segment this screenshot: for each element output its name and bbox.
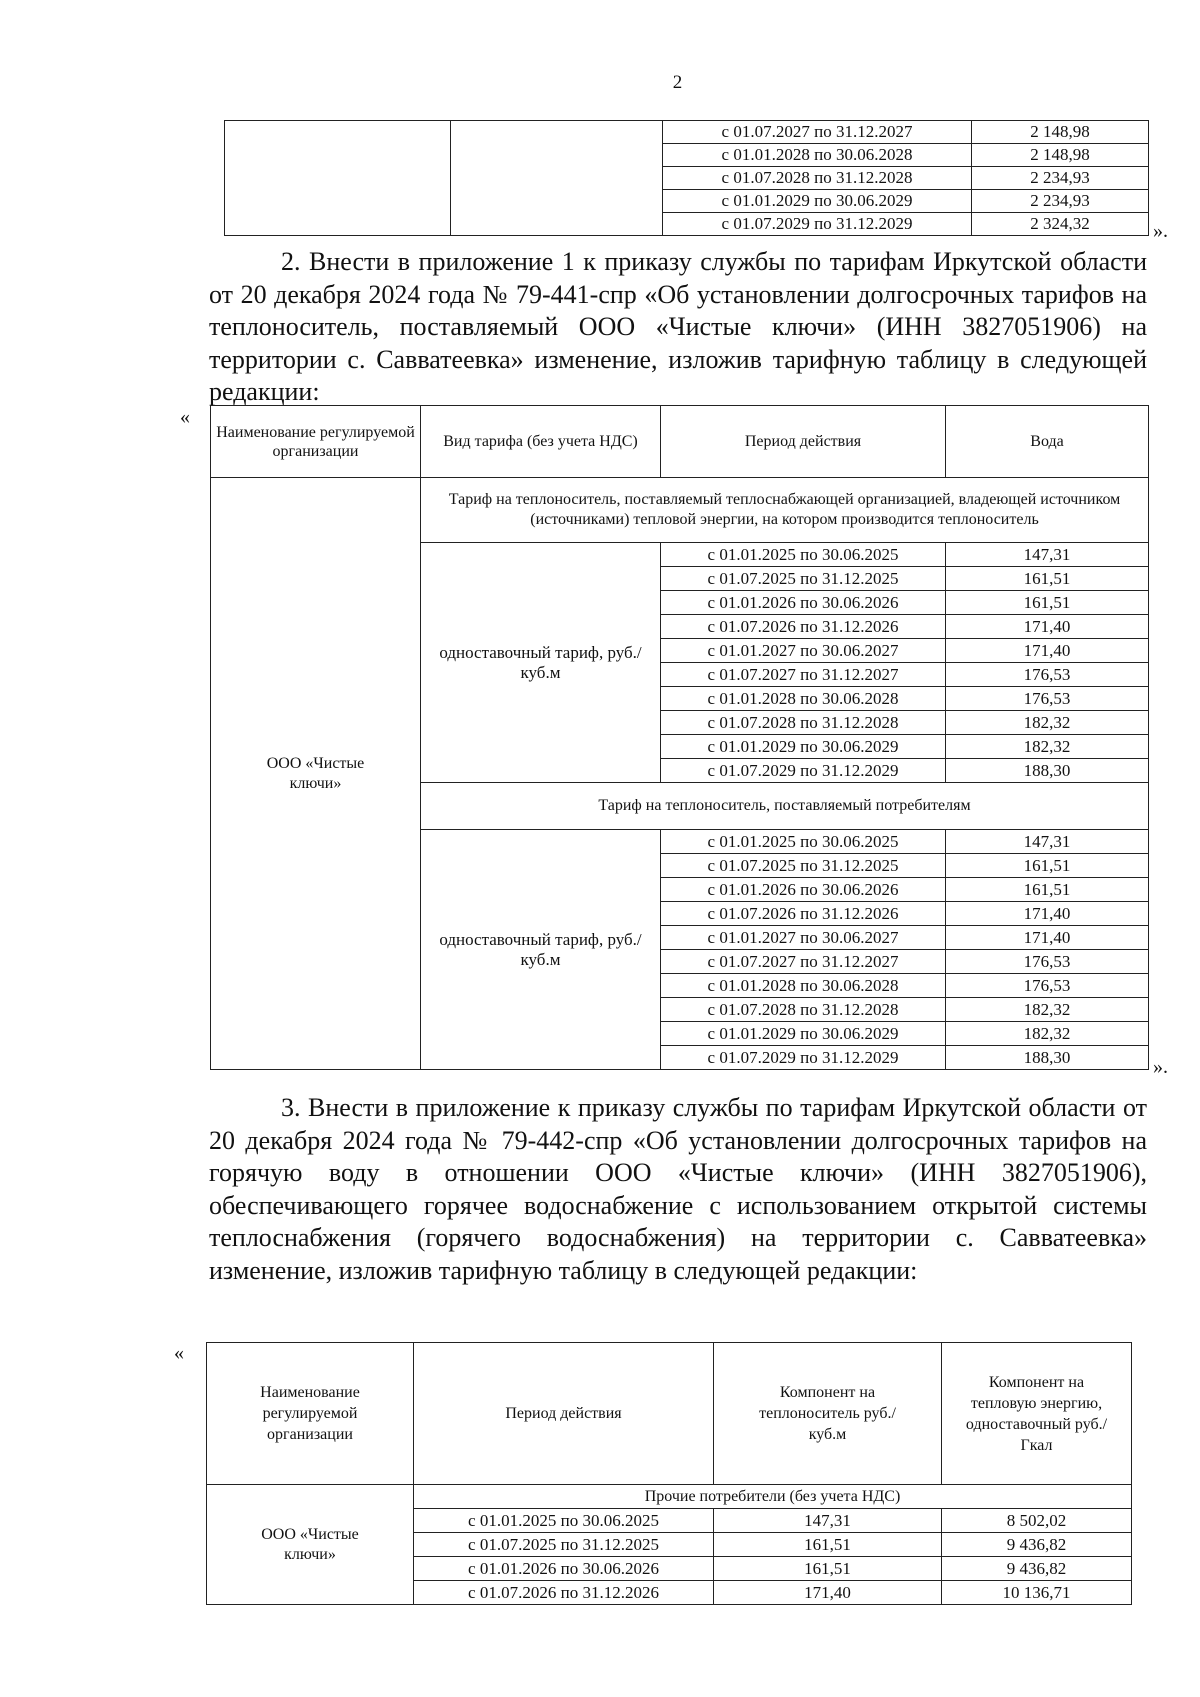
period-cell: с 01.07.2027 по 31.12.2027 [661,663,946,687]
header-carrier: Компонент на теплоноситель руб./куб.м [714,1343,942,1485]
period-cell: с 01.07.2029 по 31.12.2029 [663,213,972,236]
period-cell: с 01.01.2026 по 30.06.2026 [661,591,946,615]
period-cell: с 01.01.2029 по 30.06.2029 [661,735,946,759]
paragraph-2: 2. Внести в приложение 1 к приказу службы по тарифам Иркутской области от 20 декабря 2024 года № 79-441-спр «Об установлении долгосрочных тарифов на теплоноситель, поставляемый ООО «Чистые ключи» (ИНН 3827051906) на территории с. Савватеевка» изменение, изложив тарифную таблицу в следующей редакции: [209,247,1147,406]
value-cell: 182,32 [946,711,1149,735]
paragraph-3: 3. Внести в приложение к приказу службы по тарифам Иркутской области от 20 декабря 2024 года № 79-442-спр «Об установлении долгосрочных тарифов на горячую воду в отношении ООО «Чистые ключи» (ИНН 3827051906), обеспечивающего горячее водоснабжение с использованием открытой системы теплоснабжения (горячего водоснабжения) на территории с. Савватеевка» изменение, изложив тарифную таблицу в следующей редакции: [209,1093,1147,1285]
value-cell: 182,32 [946,998,1149,1022]
empty-org-cell [225,121,451,236]
period-cell: с 01.01.2029 по 30.06.2029 [661,1022,946,1046]
value-cell: 171,40 [946,639,1149,663]
value-cell: 2 234,93 [972,190,1149,213]
closing-quote: ». [1153,1056,1168,1078]
period-cell: с 01.01.2027 по 30.06.2027 [661,926,946,950]
header-tariff-type: Вид тарифа (без учета НДС) [421,406,661,478]
carrier-cell: 161,51 [714,1557,942,1581]
org-name: ООО «Чистые ключи» [211,478,421,1070]
period-cell: с 01.01.2029 по 30.06.2029 [663,190,972,213]
header-period: Период действия [661,406,946,478]
period-cell: с 01.07.2026 по 31.12.2026 [661,615,946,639]
value-cell: 161,51 [946,591,1149,615]
header-energy: Компонент на тепловую энергию, одноставочный руб./Гкал [942,1343,1132,1485]
value-cell: 182,32 [946,735,1149,759]
energy-cell: 10 136,71 [942,1581,1132,1605]
period-cell: с 01.01.2027 по 30.06.2027 [661,639,946,663]
value-cell: 2 148,98 [972,144,1149,167]
period-cell: с 01.01.2025 по 30.06.2025 [661,830,946,854]
period-cell: с 01.01.2025 по 30.06.2025 [414,1509,714,1533]
period-cell: с 01.07.2026 по 31.12.2026 [414,1581,714,1605]
period-cell: с 01.07.2027 по 31.12.2027 [663,121,972,144]
header-period: Период действия [414,1343,714,1485]
value-cell: 176,53 [946,663,1149,687]
value-cell: 176,53 [946,950,1149,974]
value-cell: 2 148,98 [972,121,1149,144]
value-cell: 171,40 [946,615,1149,639]
hot-water-tariff-table [206,1342,1132,1605]
value-cell: 2 324,32 [972,213,1149,236]
section-row [207,1485,1132,1509]
tariff-type: одноставочный тариф, руб./куб.м [421,830,661,1070]
period-cell: с 01.01.2025 по 30.06.2025 [661,543,946,567]
header-water: Вода [946,406,1149,478]
header-row [207,1343,1132,1485]
coolant-tariff-table [210,405,1149,1070]
tariff-table-continuation [224,120,1149,236]
period-cell: с 01.01.2028 по 30.06.2028 [663,144,972,167]
opening-quote: « [174,1342,184,1364]
carrier-cell: 161,51 [714,1533,942,1557]
period-cell: с 01.07.2029 по 31.12.2029 [661,1046,946,1070]
section-title: Тариф на теплоноситель, поставляемый теплоснабжающей организацией, владеющей источником (источниками) тепловой энергии, на котором производится теплоноситель [421,478,1149,543]
energy-cell: 9 436,82 [942,1533,1132,1557]
org-name: ООО «Чистые ключи» [207,1485,414,1605]
period-cell: с 01.07.2028 по 31.12.2028 [663,167,972,190]
period-cell: с 01.01.2028 по 30.06.2028 [661,687,946,711]
period-cell: с 01.01.2026 по 30.06.2026 [414,1557,714,1581]
carrier-cell: 147,31 [714,1509,942,1533]
page-number: 2 [672,72,683,93]
header-row [211,406,1149,478]
value-cell: 147,31 [946,830,1149,854]
tariff-type: одноставочный тариф, руб./куб.м [421,543,661,783]
header-org: Наименование регулируемой организации [207,1343,414,1485]
period-cell: с 01.07.2025 по 31.12.2025 [414,1533,714,1557]
closing-quote: ». [1153,220,1168,242]
value-cell: 176,53 [946,687,1149,711]
value-cell: 171,40 [946,926,1149,950]
empty-type-cell [451,121,663,236]
section-title: Прочие потребители (без учета НДС) [414,1485,1132,1509]
value-cell: 176,53 [946,974,1149,998]
energy-cell: 9 436,82 [942,1557,1132,1581]
period-cell: с 01.01.2028 по 30.06.2028 [661,974,946,998]
period-cell: с 01.07.2028 по 31.12.2028 [661,998,946,1022]
value-cell: 171,40 [946,902,1149,926]
value-cell: 161,51 [946,567,1149,591]
opening-quote: « [180,406,190,428]
period-cell: с 01.07.2026 по 31.12.2026 [661,902,946,926]
period-cell: с 01.07.2025 по 31.12.2025 [661,854,946,878]
carrier-cell: 171,40 [714,1581,942,1605]
energy-cell: 8 502,02 [942,1509,1132,1533]
value-cell: 182,32 [946,1022,1149,1046]
table-row [225,121,1149,144]
value-cell: 188,30 [946,1046,1149,1070]
value-cell: 147,31 [946,543,1149,567]
period-cell: с 01.07.2027 по 31.12.2027 [661,950,946,974]
period-cell: с 01.07.2029 по 31.12.2029 [661,759,946,783]
value-cell: 188,30 [946,759,1149,783]
value-cell: 161,51 [946,878,1149,902]
period-cell: с 01.01.2026 по 30.06.2026 [661,878,946,902]
value-cell: 161,51 [946,854,1149,878]
value-cell: 2 234,93 [972,167,1149,190]
section-title: Тариф на теплоноситель, поставляемый потребителям [421,783,1149,830]
header-org: Наименование регулируемой организации [211,406,421,478]
section-row [211,478,1149,543]
period-cell: с 01.07.2025 по 31.12.2025 [661,567,946,591]
period-cell: с 01.07.2028 по 31.12.2028 [661,711,946,735]
